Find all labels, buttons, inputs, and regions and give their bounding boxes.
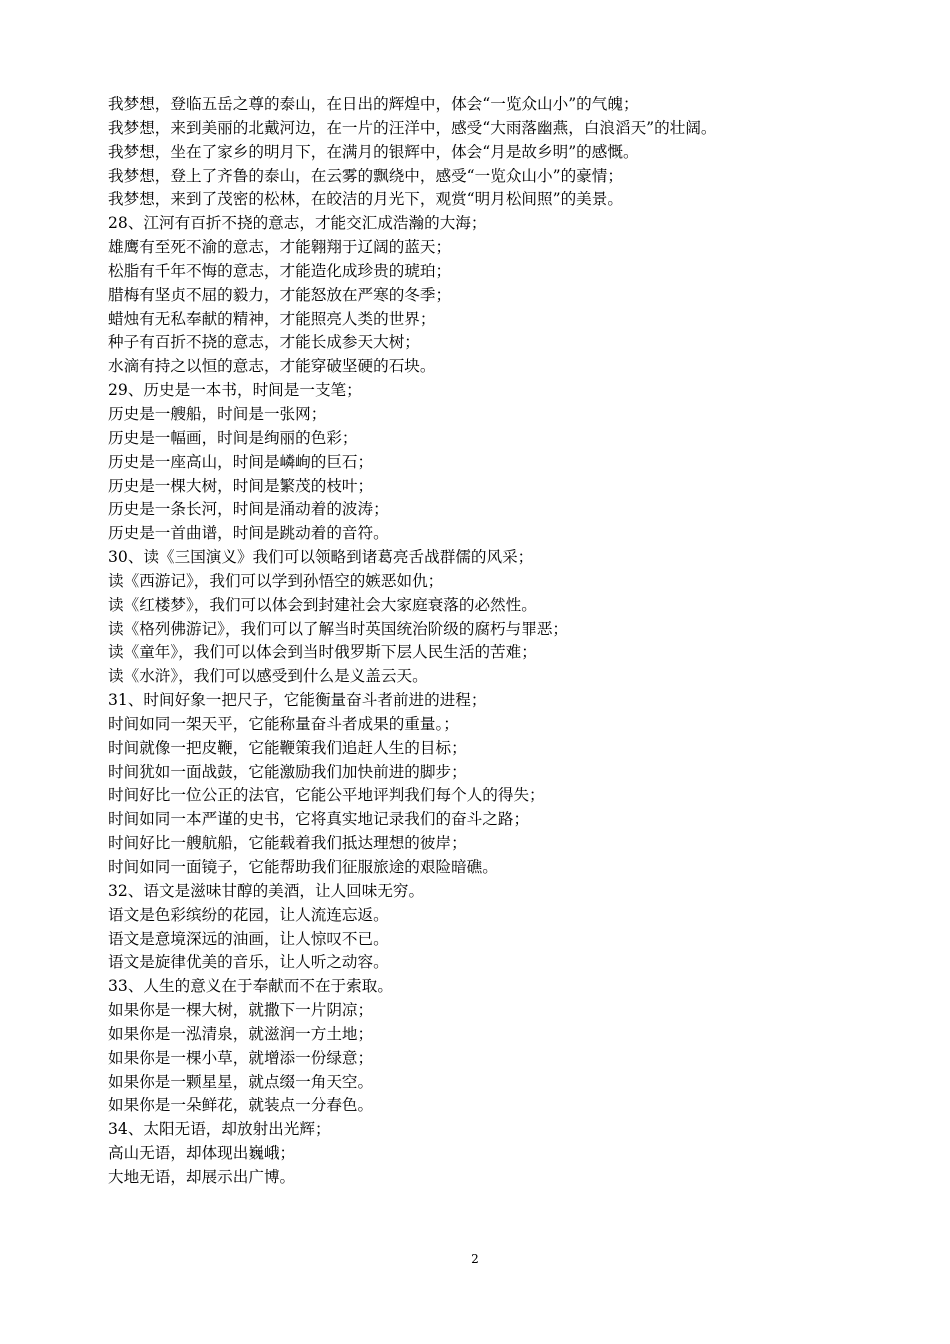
text-line: 雄鹰有至死不渝的意志，才能翱翔于辽阔的蓝天； xyxy=(108,238,452,257)
text-line: 如果你是一朵鲜花，就装点一分春色。 xyxy=(108,1096,374,1115)
text-line: 我梦想，来到了茂密的松林，在皎洁的月光下，观赏“明月松间照”的美景。 xyxy=(108,190,623,209)
text-line: 历史是一条长河，时间是涌动着的波涛； xyxy=(108,500,389,519)
text-line: 水滴有持之以恒的意志，才能穿破坚硬的石块。 xyxy=(108,357,436,376)
text-line: 如果你是一颗星星，就点缀一角天空。 xyxy=(108,1072,374,1091)
text-line: 如果你是一棵大树，就撒下一片阴凉； xyxy=(108,1001,374,1020)
text-line: 历史是一艘船，时间是一张网； xyxy=(108,404,327,423)
text-line: 读《红楼梦》，我们可以体会到封建社会大家庭衰落的必然性。 xyxy=(108,595,537,614)
text-line: 时间好比一位公正的法官，它能公平地评判我们每个人的得失； xyxy=(108,786,545,805)
text-line: 时间如同一面镜子，它能帮助我们征服旅途的艰险暗礁。 xyxy=(108,858,498,876)
text-line: 如果你是一棵小草，就增添一份绿意； xyxy=(108,1048,374,1067)
text-line: 种子有百折不挠的意志，才能长成参天大树； xyxy=(108,333,420,352)
text-line: 大地无语，却展示出广博。 xyxy=(108,1167,296,1186)
text-line: 读《格列佛游记》，我们可以了解当时英国统治阶级的腐朽与罪恶； xyxy=(108,619,569,638)
text-line: 时间犹如一面战鼓，它能激励我们加快前进的脚步； xyxy=(108,762,467,781)
text-line: 28、江河有百折不挠的意志，才能交汇成浩瀚的大海； xyxy=(108,214,487,233)
text-line: 语文是色彩缤纷的花园，让人流连忘返。 xyxy=(108,905,389,924)
text-line: 32、语文是滋味甘醇的美酒，让人回味无穷。 xyxy=(108,881,425,900)
text-line: 历史是一座高山，时间是嶙峋的巨石； xyxy=(108,452,374,471)
text-line: 时间好比一艘航船，它能载着我们抵达理想的彼岸； xyxy=(108,834,467,853)
text-line: 历史是一棵大树，时间是繁茂的枝叶； xyxy=(108,476,374,495)
text-line: 29、历史是一本书，时间是一支笔； xyxy=(108,381,362,400)
text-line: 如果你是一泓清泉，就滋润一方土地； xyxy=(108,1024,374,1043)
text-line: 时间就像一把皮鞭，它能鞭策我们追赶人生的目标； xyxy=(108,738,467,757)
text-line: 我梦想，登临五岳之尊的泰山，在日出的辉煌中，体会“一览众山小”的气魄； xyxy=(108,95,639,113)
text-line: 读《童年》，我们可以体会到当时俄罗斯下层人民生活的苦难； xyxy=(108,643,537,662)
text-line: 30、读《三国演义》我们可以领略到诸葛亮舌战群儒的风采； xyxy=(108,548,534,567)
text-line: 蜡烛有无私奉献的精神，才能照亮人类的世界； xyxy=(108,309,436,328)
text-line: 时间如同一架天平，它能称量奋斗者成果的重量。； xyxy=(108,714,459,733)
text-line: 34、太阳无语，却放射出光辉； xyxy=(108,1120,331,1139)
text-line: 语文是旋律优美的音乐，让人听之动容。 xyxy=(108,953,389,972)
text-line: 读《西游记》，我们可以学到孙悟空的嫉恶如仇； xyxy=(108,571,444,590)
body-text xyxy=(108,93,928,1190)
text-line: 高山无语，却体现出巍峨； xyxy=(108,1144,296,1163)
page-number: 2 xyxy=(471,1252,479,1266)
text-line: 我梦想，登上了齐鲁的泰山，在云雾的飘绕中，感受“一览众山小”的豪情； xyxy=(108,166,623,185)
text-line: 时间如同一本严谨的史书，它将真实地记录我们的奋斗之路； xyxy=(108,810,530,829)
text-line: 历史是一幅画，时间是绚丽的色彩； xyxy=(108,428,358,447)
text-line: 腊梅有坚贞不屈的毅力，才能怒放在严寒的冬季； xyxy=(108,285,452,304)
text-line: 历史是一首曲谱，时间是跳动着的音符。 xyxy=(108,524,389,543)
text-line: 我梦想，坐在了家乡的明月下，在满月的银辉中，体会“月是故乡明”的感慨。 xyxy=(108,142,639,161)
text-line: 松脂有千年不悔的意志，才能造化成珍贵的琥珀； xyxy=(108,261,452,280)
text-line: 语文是意境深远的油画，让人惊叹不已。 xyxy=(108,929,389,948)
text-line: 33、人生的意义在于奉献而不在于索取。 xyxy=(108,977,393,996)
text-line: 读《水浒》，我们可以感受到什么是义盖云天。 xyxy=(108,667,428,686)
text-line: 我梦想，来到美丽的北戴河边，在一片的汪洋中，感受“大雨落幽燕，白浪滔天”的壮阔。 xyxy=(108,118,717,137)
text-line: 31、时间好象一把尺子，它能衡量奋斗者前进的进程； xyxy=(108,691,487,710)
